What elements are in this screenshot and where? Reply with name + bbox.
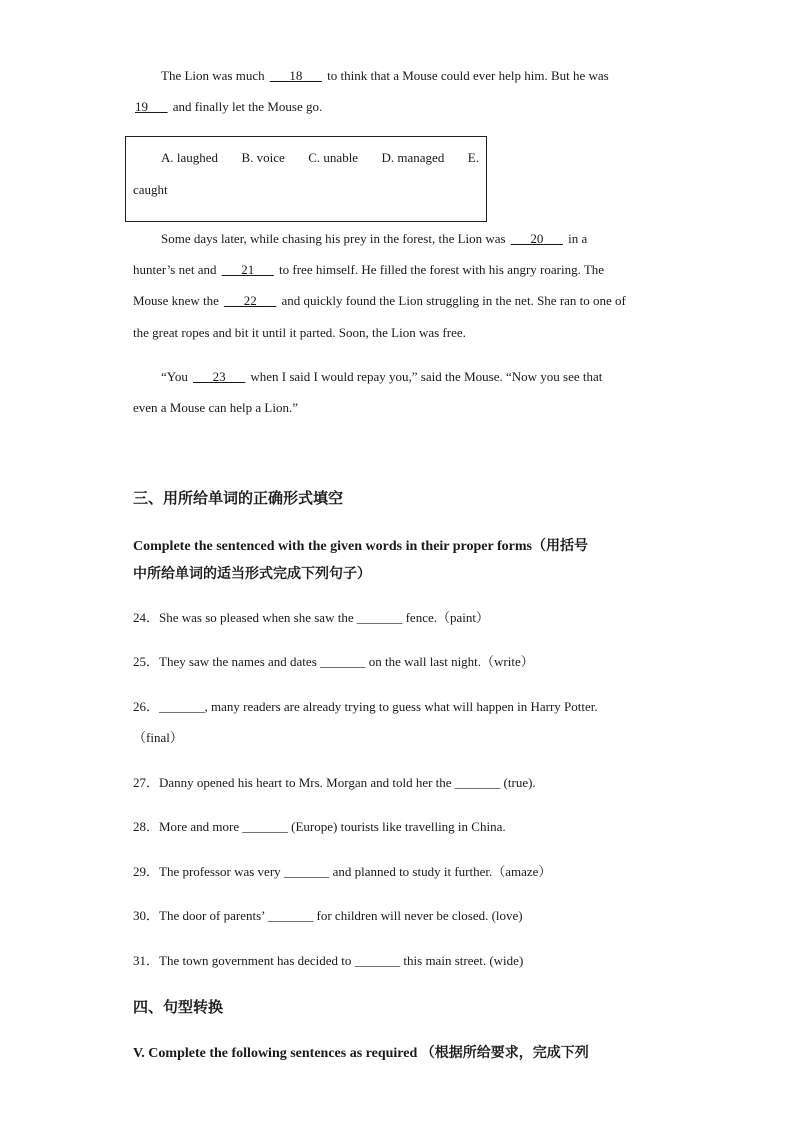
blank-18: ___18___ <box>269 68 322 83</box>
option-e-label: E. <box>467 150 479 165</box>
passage-line: the great ropes and bit it until it parted. Soon, the Lion was free. <box>133 325 466 340</box>
passage-line: 19___ and finally let the Mouse go. <box>135 99 323 114</box>
question-28: 28．More and more _______ (Europe) tourists like travelling in China. <box>133 819 506 834</box>
options-row <box>161 150 479 166</box>
question-30: 30．The door of parents’ _______ for children will never be closed. (love) <box>133 908 523 923</box>
passage-line: Some days later, while chasing his prey in the forest, the Lion was ___20___ in a <box>161 231 588 246</box>
question-31: 31．The town government has decided to _______ this main street. (wide) <box>133 953 524 968</box>
question-29: 29．The professor was very _______ and planned to study it further.（amaze） <box>133 864 552 879</box>
word-options-box <box>125 136 487 222</box>
question-26: 26．_______, many readers are already trying to guess what will happen in Harry Potter. <box>133 699 598 714</box>
passage-line: “You ___23___ when I said I would repay you,” said the Mouse. “Now you see that <box>161 369 603 384</box>
section-3-instruction: Complete the sentenced with the given words in their proper forms（用括号 <box>133 539 588 554</box>
passage-line: The Lion was much ___18___ to think that a Mouse could ever help him. But he was <box>161 68 609 83</box>
passage-line: hunter’s net and ___21___ to free himself. He filled the forest with his angry roaring. The <box>133 262 605 277</box>
blank-21: ___21___ <box>221 262 274 277</box>
question-24: 24．She was so pleased when she saw the _______ fence.（paint） <box>133 610 489 625</box>
passage-line: even a Mouse can help a Lion.” <box>133 400 298 415</box>
question-25: 25．They saw the names and dates _______ on the wall last night.（write） <box>133 654 534 669</box>
section-4-instruction: V. Complete the following sentences as required （根据所给要求，完成下列 <box>133 1046 589 1061</box>
blank-20: ___20___ <box>510 231 563 246</box>
blank-22: ___22___ <box>224 293 277 308</box>
option-c: C. unable <box>308 150 359 165</box>
section-3-title: 三、用所给单词的正确形式填空 <box>133 489 344 507</box>
blank-23: ___23___ <box>193 369 246 384</box>
option-a: A. laughed <box>161 150 219 165</box>
passage-line: Mouse knew the ___22___ and quickly found the Lion struggling in the net. She ran to one of <box>133 293 626 308</box>
section-4-title: 四、句型转换 <box>133 998 224 1016</box>
section-3-instruction-cont: 中所给单词的适当形式完成下列句子） <box>133 566 371 582</box>
option-d: D. managed <box>381 150 445 165</box>
question-26-hint: （final） <box>133 730 183 745</box>
option-b: B. voice <box>241 150 285 165</box>
blank-19: 19___ <box>135 99 168 114</box>
option-e-word: caught <box>133 182 168 197</box>
question-27: 27．Danny opened his heart to Mrs. Morgan and told her the _______ (true). <box>133 775 536 790</box>
